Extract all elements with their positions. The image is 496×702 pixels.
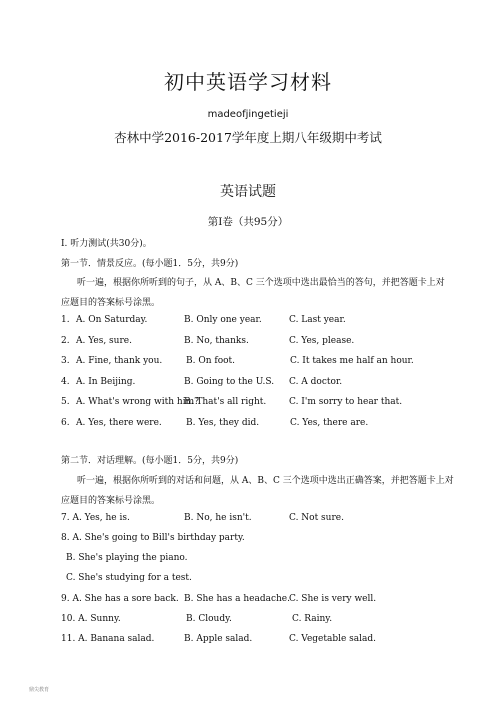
option-b: B. Going to the U.S. — [184, 377, 275, 387]
sub1-instruction-line2: 应题目的答案标号涂黑。 — [61, 298, 161, 308]
option-a: 7. A. Yes, he is. — [61, 513, 130, 523]
option-a: A. Yes, sure. — [76, 336, 132, 346]
sub1-heading: 第一节．情景反应。(每小题1．5分，共9分) — [61, 259, 239, 269]
part-title: 第Ⅰ卷（共95分） — [207, 216, 289, 228]
option-b: B. Yes, they did. — [186, 418, 260, 428]
question-number: 4. — [61, 377, 70, 387]
option-c: C. Not sure. — [289, 513, 344, 523]
option-a: 11. A. Banana salad. — [61, 634, 155, 644]
option-b: B. She's playing the piano. — [66, 553, 188, 563]
option-c: C. Yes, please. — [289, 336, 355, 346]
exam-title: 英语试题 — [220, 184, 276, 200]
school-exam-line: 杏林中学2016-2017学年度上期八年级期中考试 — [114, 130, 382, 145]
option-b: B. No, thanks. — [184, 336, 249, 346]
question-number: 1. — [61, 315, 70, 325]
option-b: B. Only one year. — [184, 315, 262, 325]
footer-mark: 鼎尖教育 — [29, 687, 50, 693]
option-b: B. On foot. — [186, 356, 236, 366]
option-b: B. She has a headache. — [184, 594, 290, 604]
option-c: C. She's studying for a test. — [66, 573, 192, 583]
option-a: A. In Beijing. — [76, 377, 136, 387]
option-a: A. What's wrong with him? — [76, 397, 199, 407]
option-b: B. Cloudy. — [186, 614, 232, 624]
option-a: 8. A. She's going to Bill's birthday party. — [61, 533, 245, 543]
material-subtitle: madeofjingetieji — [207, 109, 289, 120]
question-number: 2. — [61, 336, 70, 346]
option-c: C. Vegetable salad. — [289, 634, 377, 644]
option-a: A. Fine, thank you. — [76, 356, 163, 366]
sub2-heading: 第二节．对话理解。(每小题1．5分，共9分) — [61, 456, 239, 466]
option-b: B. Apple salad. — [184, 634, 253, 644]
option-c: C. She is very well. — [289, 594, 377, 604]
option-c: C. It takes me half an hour. — [290, 356, 414, 366]
question-number: 3. — [61, 356, 70, 366]
section1-heading: I. 听力测试(共30分)。 — [61, 239, 152, 249]
option-c: C. Rainy. — [292, 614, 333, 624]
option-b: B. That's all right. — [184, 397, 267, 407]
option-a: 10. A. Sunny. — [61, 614, 121, 624]
sub2-instruction-line1: 听一遍，根据你所听到的对话和问题，从 A、B、C 三个选项中选出正确答案，并把答题卡上对 — [77, 476, 454, 486]
option-c: C. Yes, there are. — [290, 418, 369, 428]
material-title: 初中英语学习材料 — [164, 70, 332, 94]
sub1-instruction-line1: 听一遍，根据你所听到的句子，从 A、B、C 三个选项中选出最恰当的答句，并把答题卡上对 — [77, 278, 445, 288]
option-c: C. I'm sorry to hear that. — [289, 397, 403, 407]
option-a: 9. A. She has a sore back. — [61, 594, 179, 604]
question-number: 6. — [61, 418, 70, 428]
question-number: 5. — [61, 397, 70, 407]
option-b: B. No, he isn't. — [184, 513, 252, 523]
option-c: C. A doctor. — [289, 377, 343, 387]
option-c: C. Last year. — [289, 315, 346, 325]
option-a: A. On Saturday. — [76, 315, 148, 325]
sub2-instruction-line2: 应题目的答案标号涂黑。 — [61, 496, 161, 506]
option-a: A. Yes, there were. — [76, 418, 162, 428]
